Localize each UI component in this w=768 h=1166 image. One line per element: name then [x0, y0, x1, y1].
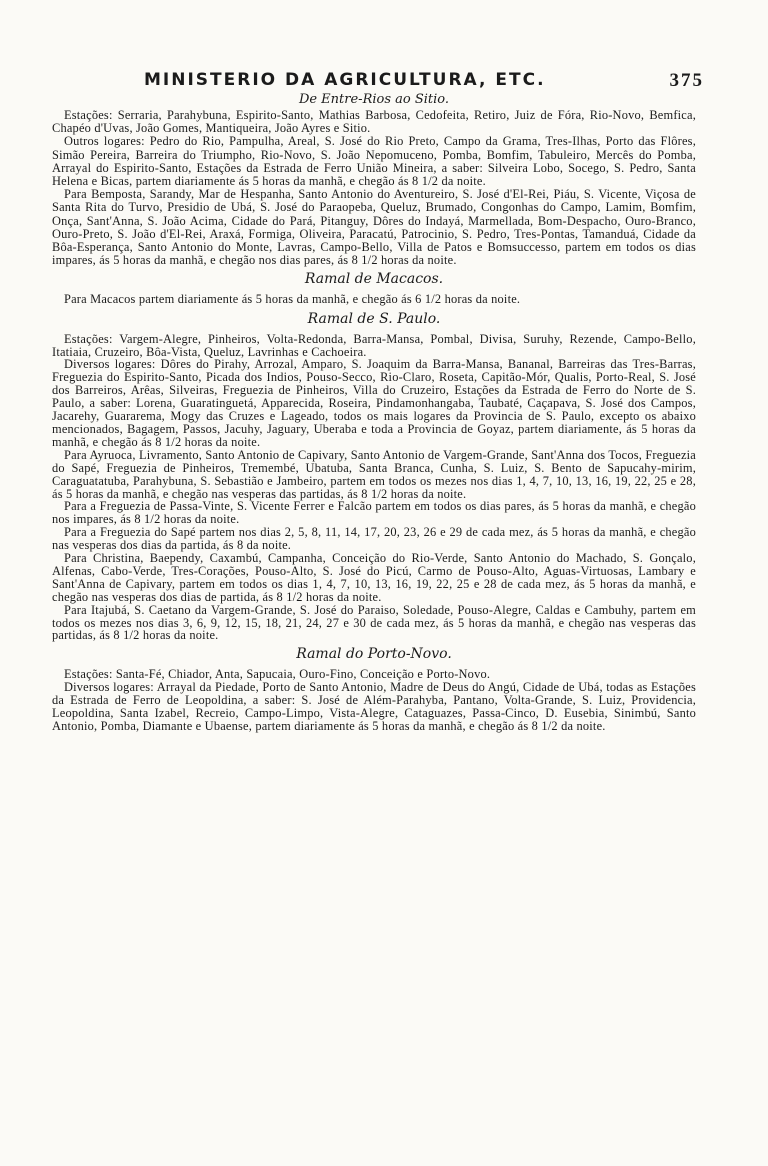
section-title: Ramal de S. Paulo. [307, 310, 441, 327]
paragraph: Para a Freguezia do Sapé partem nos dias 2, 5, 8, 11, 14, 17, 20, 23, 26 e 29 de cada mez, ás 5 horas da manhã, e chegão nas vesperas dos dias da partida, ás 8 da noite. [52, 525, 696, 553]
paragraph: Para Bemposta, Sarandy, Mar de Hespanha, Santo Antonio do Aventureiro, S. José d'El-Rei, Piáu, S. Vicente, Viçosa de Santa Rita do Turvo, Presidio de Ubá, S. José do Paraopeba, Queluz, Brumado, Congonhas do Campo, Lamim, Bomfim, Onça, Sant'Anna, S. João Acima, Cidade do Pará, Pitanguy, Dôres do Indayá, Marmellada, Bom-Despacho, Ouro-Branco, Ouro-Preto, S. João d'El-Rei, Araxá, Formiga, Oliveira, Paracatú, Patrocinio, S. Pedro, Tres-Pontas, Tamanduá, Cidade da Bôa-Esperança, Santo Antonio do Monte, Lavras, Campo-Bello, Villa de Patos e Bomsuccesso, partem em todos os dias impares, ás 5 horas da manhã, e chegão nos dias pares, ás 8 1/2 horas da noite. [52, 187, 696, 268]
paragraph: Estações: Santa-Fé, Chiador, Anta, Sapucaia, Ouro-Fino, Conceição e Porto-Novo. [64, 667, 491, 682]
section-title: Ramal do Porto-Novo. [296, 646, 452, 663]
paragraph: Diversos logares: Arrayal da Piedade, Porto de Santo Antonio, Madre de Deus do Angú, Cidade de Ubá, todas as Estações da Estrada de Ferro de Leopoldina, a saber: S. José de Além-Parahyba, Pantano, Volta-Grande, S. Luiz, Providencia, Leopoldina, Santa Izabel, Recreio, Campo-Limpo, Vista-Alegre, Cataguazes, Passa-Cinco, D. Eusebia, Sinimbú, Santo Antonio, Pomba, Diamante e Ubaense, partem diariamente ás 5 horas da manhã, e chegão ás 8 1/2 da noite. [52, 680, 696, 734]
paragraph: Para Ayruoca, Livramento, Santo Antonio de Capivary, Santo Antonio de Vargem-Grande, Sant'Anna dos Tocos, Freguezia do Sapé, Freguezia de Pinheiros, Tremembé, Ubatuba, Santa Branca, Cunha, S. Luiz, S. Bento de Sapucahy-mirim, Caraguatatuba, Parahybuna, S. Sebastião e Jambeiro, partem em todos os mezes nos dias 1, 4, 7, 10, 13, 16, 19, 22, 25 e 28, ás 5 horas da manhã, e chegão nas vesperas das partidas, ás 8 1/2 horas da noite. [52, 447, 696, 501]
paragraph: Outros logares: Pedro do Rio, Pampulha, Areal, S. José do Rio Preto, Campo da Grama, Tres-Ilhas, Porto das Flôres, Simão Pereira, Barreira do Triumpho, Rio-Novo, S. João Nepomuceno, Pomba, Bomfim, Tabuleiro, Mercês do Pomba, Arrayal do Espirito-Santo, Estações da Estrada de Ferro União Mineira, a saber: Silveira Lobo, Socego, S. Pedro, Santa Helena e Bicas, partem diariamente ás 5 horas da manhã, e chegão ás 8 1/2 da noite. [52, 134, 696, 189]
paragraph: Para Itajubá, S. Caetano da Vargem-Grande, S. José do Paraiso, Soledade, Pouso-Alegre, Caldas e Cambuhy, partem em todos os mezes nos dias 3, 6, 9, 12, 15, 18, 21, 24, 27 e 30 de cada mez, ás 5 horas da manhã, e chegão nas vesperas das partidas, ás 8 1/2 horas da noite. [52, 602, 696, 643]
paragraph: Estações: Serraria, Parahybuna, Espirito-Santo, Mathias Barbosa, Cedofeita, Retiro, Juiz de Fóra, Rio-Novo, Bemfica, Chapéo d'Uvas, João Gomes, Mantiqueira, João Ayres e Sitio. [52, 108, 696, 136]
paragraph: Para Macacos partem diariamente ás 5 horas da manhã, e chegão ás 6 1/2 horas da noite. [64, 292, 521, 307]
paragraph: Para a Freguezia de Passa-Vinte, S. Vicente Ferrer e Falcão partem em todos os dias pares, ás 5 horas da manhã, e chegão nos impares, ás 8 1/2 horas da noite. [52, 499, 696, 527]
running-header [52, 64, 704, 98]
paragraph: Para Christina, Baependy, Caxambú, Campanha, Conceição do Rio-Verde, Santo Antonio do Machado, S. Gonçalo, Alfenas, Cabo-Verde, Tres-Corações, Pouso-Alto, S. José do Picú, Carmo de Pouso-Alto, Aguas-Virtuosas, Lambary e Sant'Anna de Capivary, partem em todos os dias 1, 4, 7, 10, 13, 16, 19, 22, 25 e 28 de cada mez, ás 5 horas da manhã, e chegão nas vesperas dos dias de partida, ás 8 1/2 horas da noite. [52, 551, 696, 604]
page-number: 375 [669, 70, 704, 91]
section-title: De Entre-Rios ao Sitio. [298, 92, 450, 107]
paragraph: Estações: Vargem-Alegre, Pinheiros, Volta-Redonda, Barra-Mansa, Pombal, Divisa, Suruhy, Rezende, Campo-Bello, Itatiaia, Cruzeiro, Bôa-Vista, Queluz, Lavrinhas e Cachoeira. [52, 331, 696, 359]
header-title: MINISTERIO DA AGRICULTURA, ETC. [144, 70, 546, 90]
document-page [52, 64, 704, 1154]
section-title: Ramal de Macacos. [304, 271, 444, 288]
paragraph: Diversos logares: Dôres do Pirahy, Arrozal, Amparo, S. Joaquim da Barra-Mansa, Bananal, Barreiras das Tres-Barras, Freguezia do Espirito-Santo, Picada dos Indios, Pouso-Secco, Rio-Claro, Roseta, Capitão-Mór, Qualis, Porto-Real, S. José dos Barreiros, Arêas, Silveiras, Freguezia de Pinheiros, Villa do Cruzeiro, Estações da Estrada de Ferro do Norte de S. Paulo, a saber: Lorena, Guaratinguetá, Apparecida, Roseira, Pindamonhangaba, Taubaté, Caçapava, S. José dos Campos, Jacarehy, Guararema, Mogy das Cruzes e Lageado, todos os mais logares da Provincia de S. Paulo, excepto os abaixo mencionados, Bagagem, Passos, Jacuhy, Jaguary, Uberaba e toda a Provincia de Goyaz, partem diariamente, ás 5 horas da manhã, e chegão ás 8 1/2 horas da noite. [52, 357, 696, 449]
